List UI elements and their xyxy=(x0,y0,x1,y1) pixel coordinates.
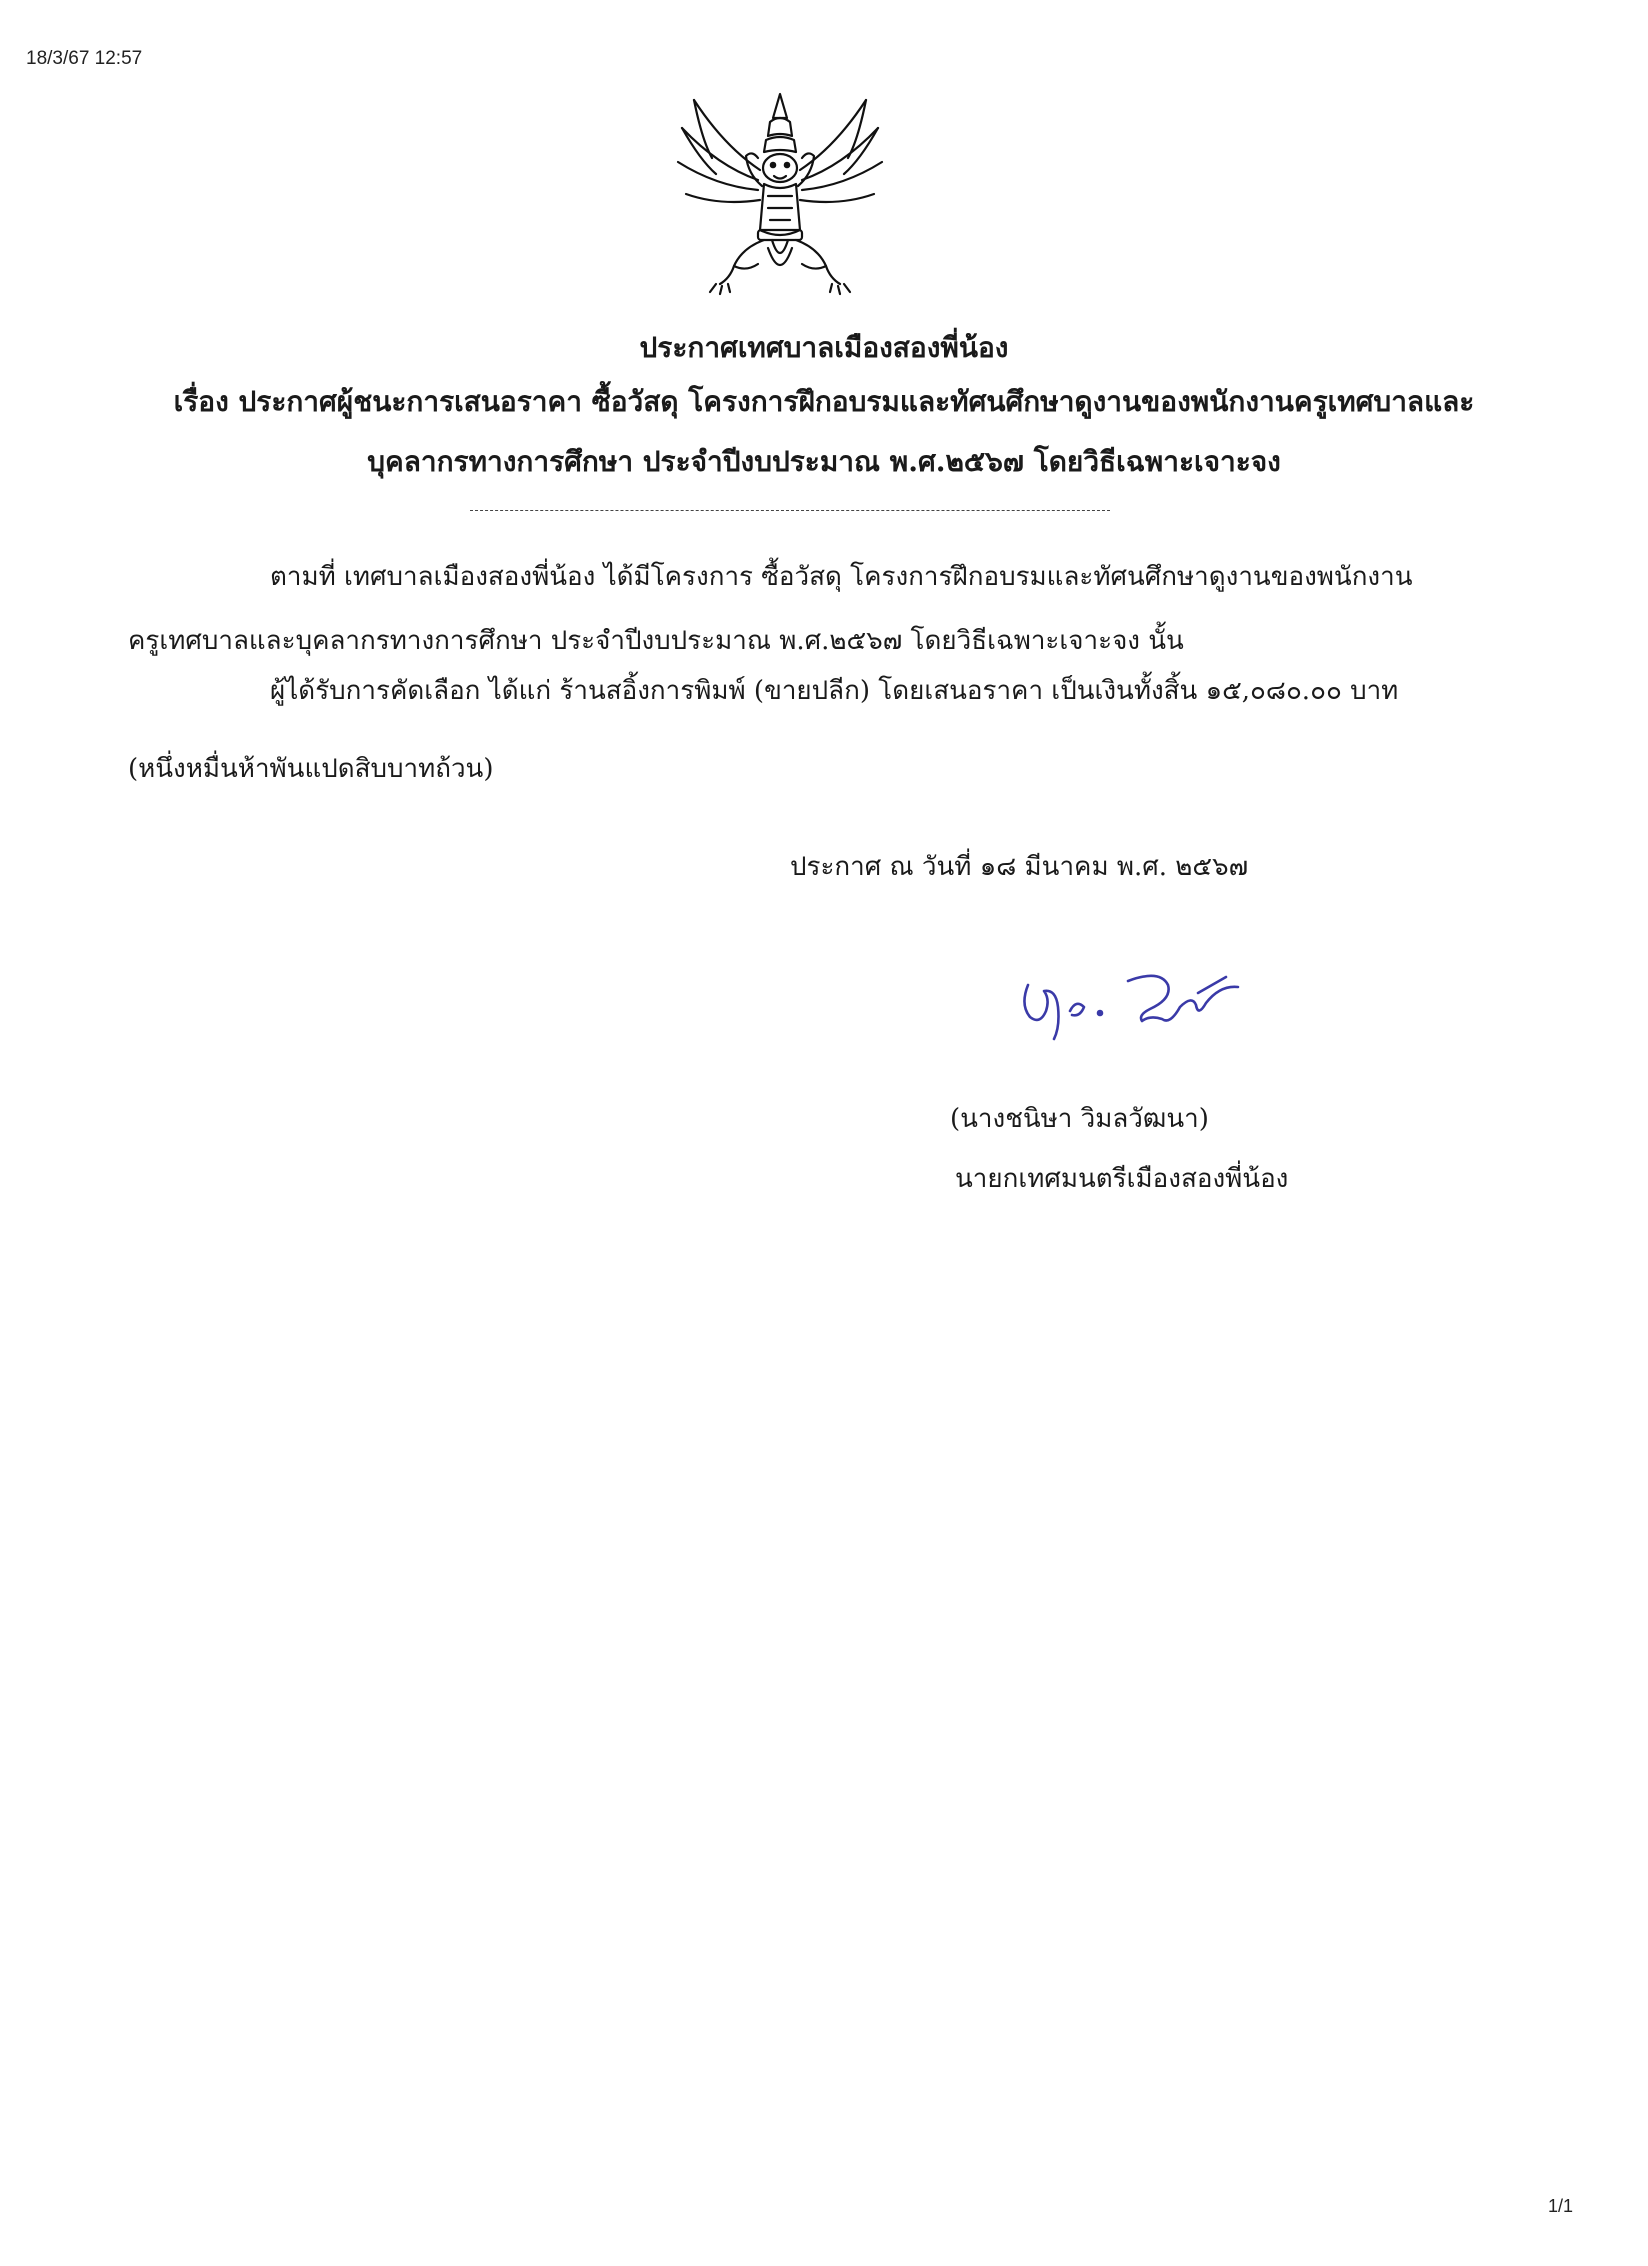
page-number: 1/1 xyxy=(1548,2196,1574,2216)
body-paragraph-2-line-2: (หนึ่งหมื่นห้าพันแปดสิบบาทถ้วน) xyxy=(128,754,494,784)
separator-line xyxy=(470,510,1110,511)
handwritten-signature xyxy=(1010,955,1280,1050)
body-paragraph-2-line-1: ผู้ได้รับการคัดเลือก ได้แก่ ร้านสอิ้งการพิมพ์ (ขายปลีก) โดยเสนอราคา เป็นเงินทั้งสิ้น ๑๕,๐๘๐.๐๐ บาท xyxy=(270,676,1399,706)
subject-line-2: บุคลากรทางการศึกษา ประจำปีงบประมาณ พ.ศ.๒๕๖๗ โดยวิธีเฉพาะเจาะจง xyxy=(367,445,1281,478)
print-timestamp: 18/3/67 12:57 xyxy=(26,48,143,69)
signer-name: (นางชนิษา วิมลวัฒนา) xyxy=(950,1104,1209,1134)
body-paragraph-1-line-1: ตามที่ เทศบาลเมืองสองพี่น้อง ได้มีโครงการ ซื้อวัสดุ โครงการฝึกอบรมและทัศนศึกษาดูงานของพนักงาน xyxy=(270,562,1413,592)
signer-position: นายกเทศมนตรีเมืองสองพี่น้อง xyxy=(955,1164,1289,1194)
garuda-emblem-icon xyxy=(672,88,888,298)
subject-line-1: เรื่อง ประกาศผู้ชนะการเสนอราคา ซื้อวัสดุ โครงการฝึกอบรมและทัศนศึกษาดูงานของพนักงานครูเทศบาลและ xyxy=(173,385,1475,418)
announcement-title: ประกาศเทศบาลเมืองสองพี่น้อง xyxy=(639,331,1009,364)
announcement-date: ประกาศ ณ วันที่ ๑๘ มีนาคม พ.ศ. ๒๕๖๗ xyxy=(790,852,1249,882)
body-paragraph-1-line-2: ครูเทศบาลและบุคลากรทางการศึกษา ประจำปีงบประมาณ พ.ศ.๒๕๖๗ โดยวิธีเฉพาะเจาะจง นั้น xyxy=(128,626,1184,656)
